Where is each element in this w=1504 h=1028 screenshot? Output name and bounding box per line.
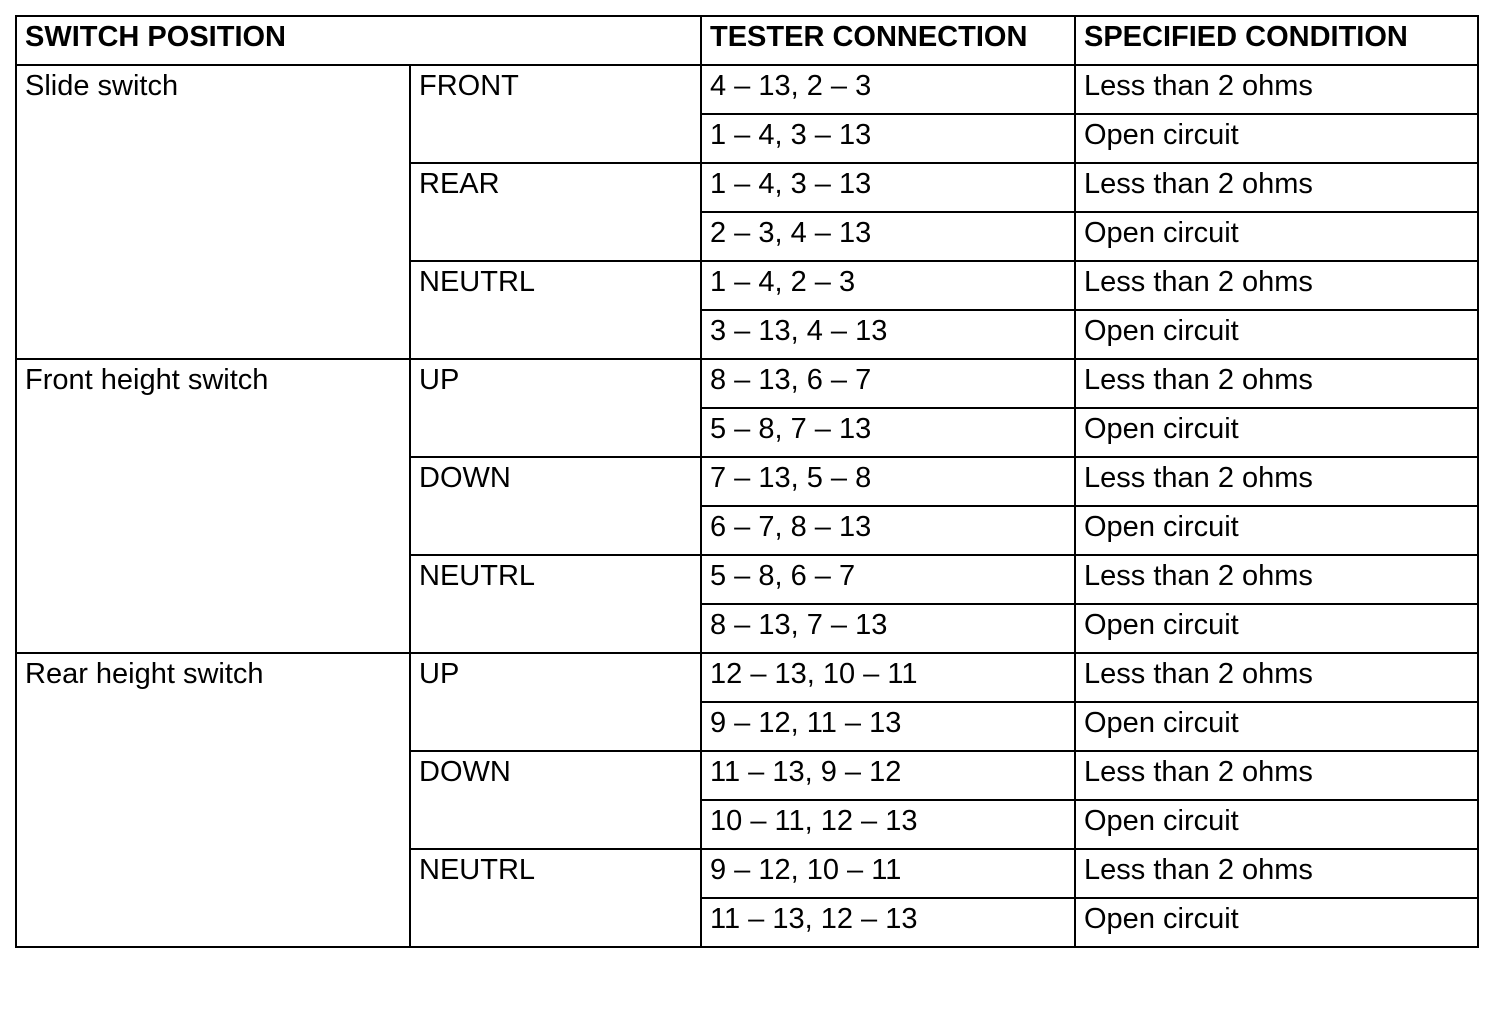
tester-connection-cell: 4 – 13, 2 – 3 [701, 65, 1075, 114]
switch-position-cell: DOWN [410, 751, 701, 849]
header-tester-connection: TESTER CONNECTION [701, 16, 1075, 65]
tester-connection-cell: 8 – 13, 7 – 13 [701, 604, 1075, 653]
specified-condition-cell: Open circuit [1075, 114, 1478, 163]
header-specified-condition: SPECIFIED CONDITION [1075, 16, 1478, 65]
table-row [16, 653, 1478, 702]
specified-condition-cell: Open circuit [1075, 506, 1478, 555]
specified-condition-cell: Less than 2 ohms [1075, 653, 1478, 702]
specified-condition-cell: Open circuit [1075, 898, 1478, 947]
switch-position-cell: UP [410, 653, 701, 751]
specified-condition-cell: Less than 2 ohms [1075, 555, 1478, 604]
tester-connection-cell: 1 – 4, 3 – 13 [701, 114, 1075, 163]
table-header-row [16, 16, 1478, 65]
specified-condition-cell: Less than 2 ohms [1075, 163, 1478, 212]
tester-connection-cell: 12 – 13, 10 – 11 [701, 653, 1075, 702]
tester-connection-cell: 1 – 4, 2 – 3 [701, 261, 1075, 310]
switch-position-cell: NEUTRL [410, 555, 701, 653]
specified-condition-cell: Less than 2 ohms [1075, 359, 1478, 408]
specified-condition-cell: Open circuit [1075, 310, 1478, 359]
table-body [16, 65, 1478, 947]
tester-connection-cell: 2 – 3, 4 – 13 [701, 212, 1075, 261]
tester-connection-cell: 9 – 12, 11 – 13 [701, 702, 1075, 751]
tester-connection-cell: 9 – 12, 10 – 11 [701, 849, 1075, 898]
switch-position-cell: FRONT [410, 65, 701, 163]
specified-condition-cell: Less than 2 ohms [1075, 751, 1478, 800]
table-row [16, 65, 1478, 114]
header-switch-position: SWITCH POSITION [16, 16, 701, 65]
tester-connection-cell: 11 – 13, 9 – 12 [701, 751, 1075, 800]
switch-position-cell: UP [410, 359, 701, 457]
switch-inspection-table [15, 15, 1479, 948]
tester-connection-cell: 5 – 8, 6 – 7 [701, 555, 1075, 604]
specified-condition-cell: Open circuit [1075, 212, 1478, 261]
tester-connection-cell: 8 – 13, 6 – 7 [701, 359, 1075, 408]
specified-condition-cell: Less than 2 ohms [1075, 261, 1478, 310]
specified-condition-cell: Open circuit [1075, 604, 1478, 653]
switch-name-cell: Rear height switch [16, 653, 410, 947]
tester-connection-cell: 11 – 13, 12 – 13 [701, 898, 1075, 947]
specified-condition-cell: Open circuit [1075, 408, 1478, 457]
specified-condition-cell: Less than 2 ohms [1075, 457, 1478, 506]
specified-condition-cell: Less than 2 ohms [1075, 65, 1478, 114]
switch-position-cell: DOWN [410, 457, 701, 555]
switch-position-cell: REAR [410, 163, 701, 261]
tester-connection-cell: 5 – 8, 7 – 13 [701, 408, 1075, 457]
switch-position-cell: NEUTRL [410, 849, 701, 947]
table-row [16, 359, 1478, 408]
switch-name-cell: Front height switch [16, 359, 410, 653]
tester-connection-cell: 6 – 7, 8 – 13 [701, 506, 1075, 555]
tester-connection-cell: 3 – 13, 4 – 13 [701, 310, 1075, 359]
specified-condition-cell: Open circuit [1075, 800, 1478, 849]
specified-condition-cell: Less than 2 ohms [1075, 849, 1478, 898]
switch-position-cell: NEUTRL [410, 261, 701, 359]
tester-connection-cell: 10 – 11, 12 – 13 [701, 800, 1075, 849]
tester-connection-cell: 1 – 4, 3 – 13 [701, 163, 1075, 212]
specified-condition-cell: Open circuit [1075, 702, 1478, 751]
tester-connection-cell: 7 – 13, 5 – 8 [701, 457, 1075, 506]
switch-name-cell: Slide switch [16, 65, 410, 359]
